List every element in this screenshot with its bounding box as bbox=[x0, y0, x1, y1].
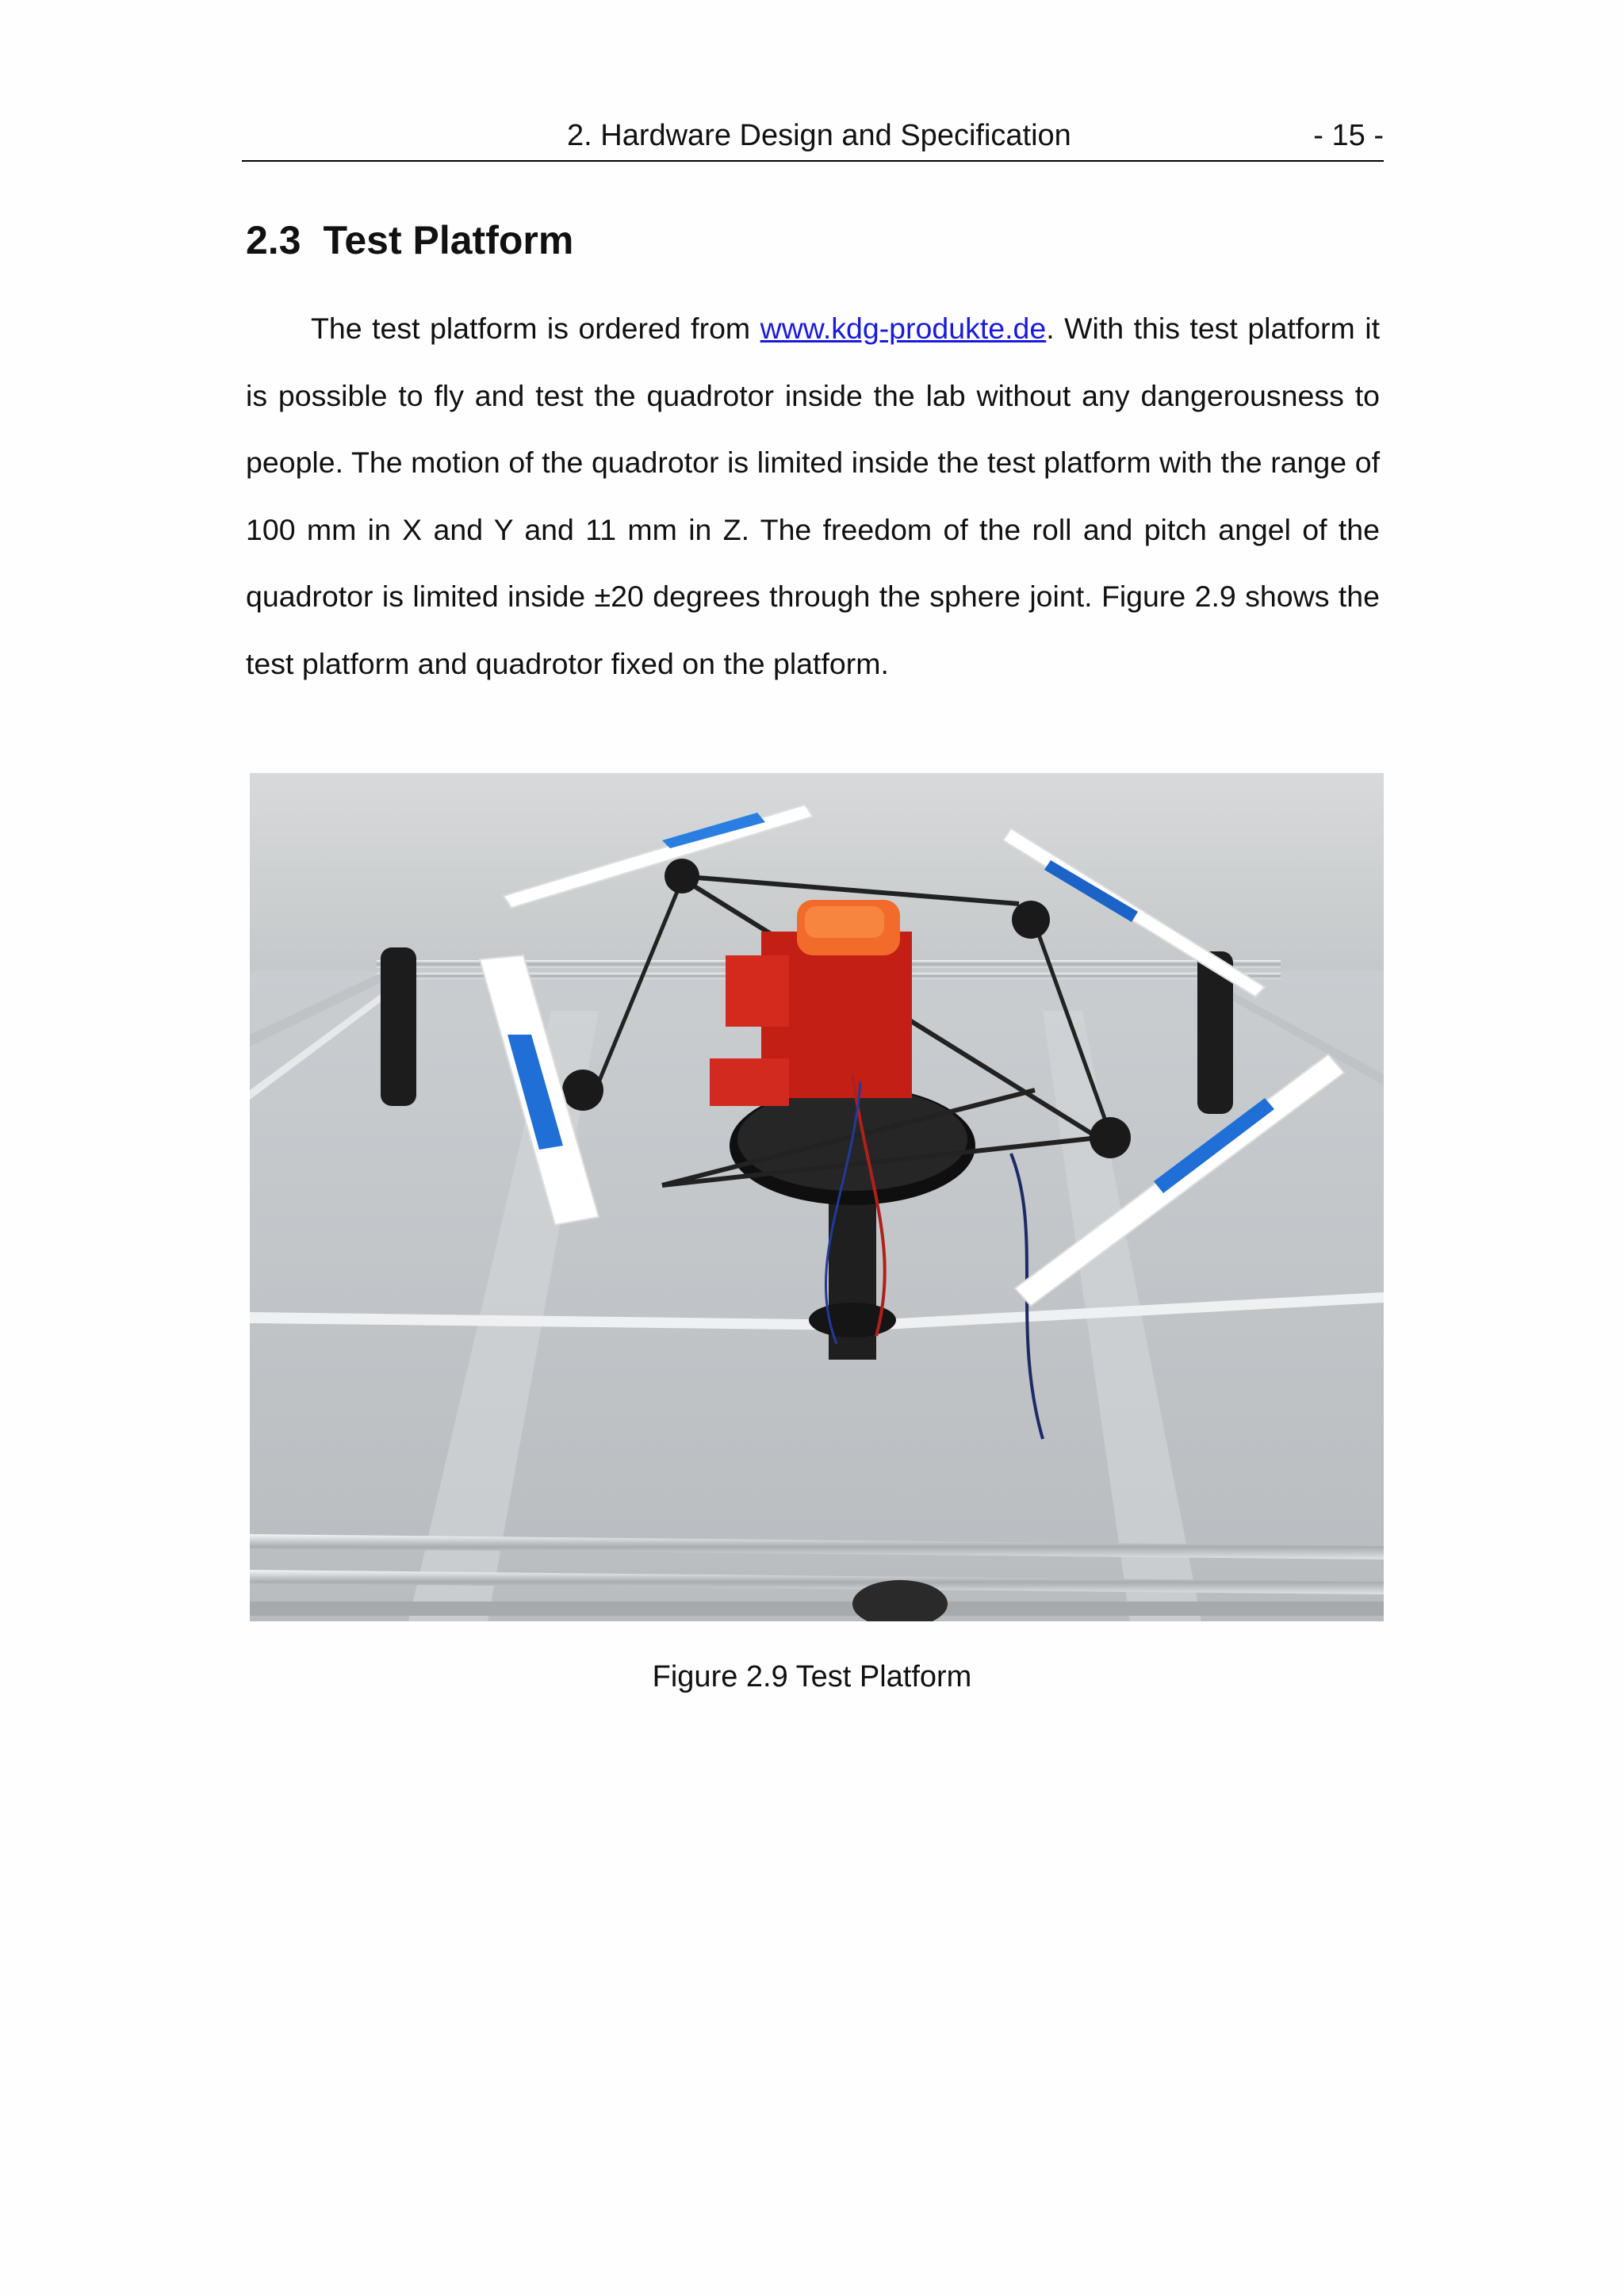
page-number: - 15 - bbox=[1313, 119, 1384, 152]
paragraph-text-start: The test platform is ordered from bbox=[311, 312, 760, 345]
body-paragraph bbox=[246, 295, 1380, 697]
test-platform-photo bbox=[250, 773, 1384, 1621]
figure-caption: Figure 2.9 Test Platform bbox=[652, 1660, 972, 1693]
paragraph-text-end: . With this test platform it is possible to fly and test the quadrotor inside the lab without any dangerousness to people. The motion of the quadrotor is limited inside the test platform with the range of 100 mm in X and Y and 11 mm in Z. The freedom of the roll and pitch angel of the quadrotor is limited inside ±20 degrees through the sphere joint. Figure 2.9 shows the test platform and quadrotor fixed on the platform. bbox=[246, 312, 1380, 680]
section-title: Test Platform bbox=[323, 218, 574, 262]
section-heading bbox=[246, 212, 573, 268]
section-number: 2.3 bbox=[246, 218, 301, 262]
chapter-title: 2. Hardware Design and Specification bbox=[567, 119, 1071, 152]
vendor-link[interactable]: www.kdg-produkte.de bbox=[760, 312, 1047, 345]
quadrotor-photo-illustration bbox=[250, 773, 1384, 1621]
page-header bbox=[242, 111, 1384, 162]
